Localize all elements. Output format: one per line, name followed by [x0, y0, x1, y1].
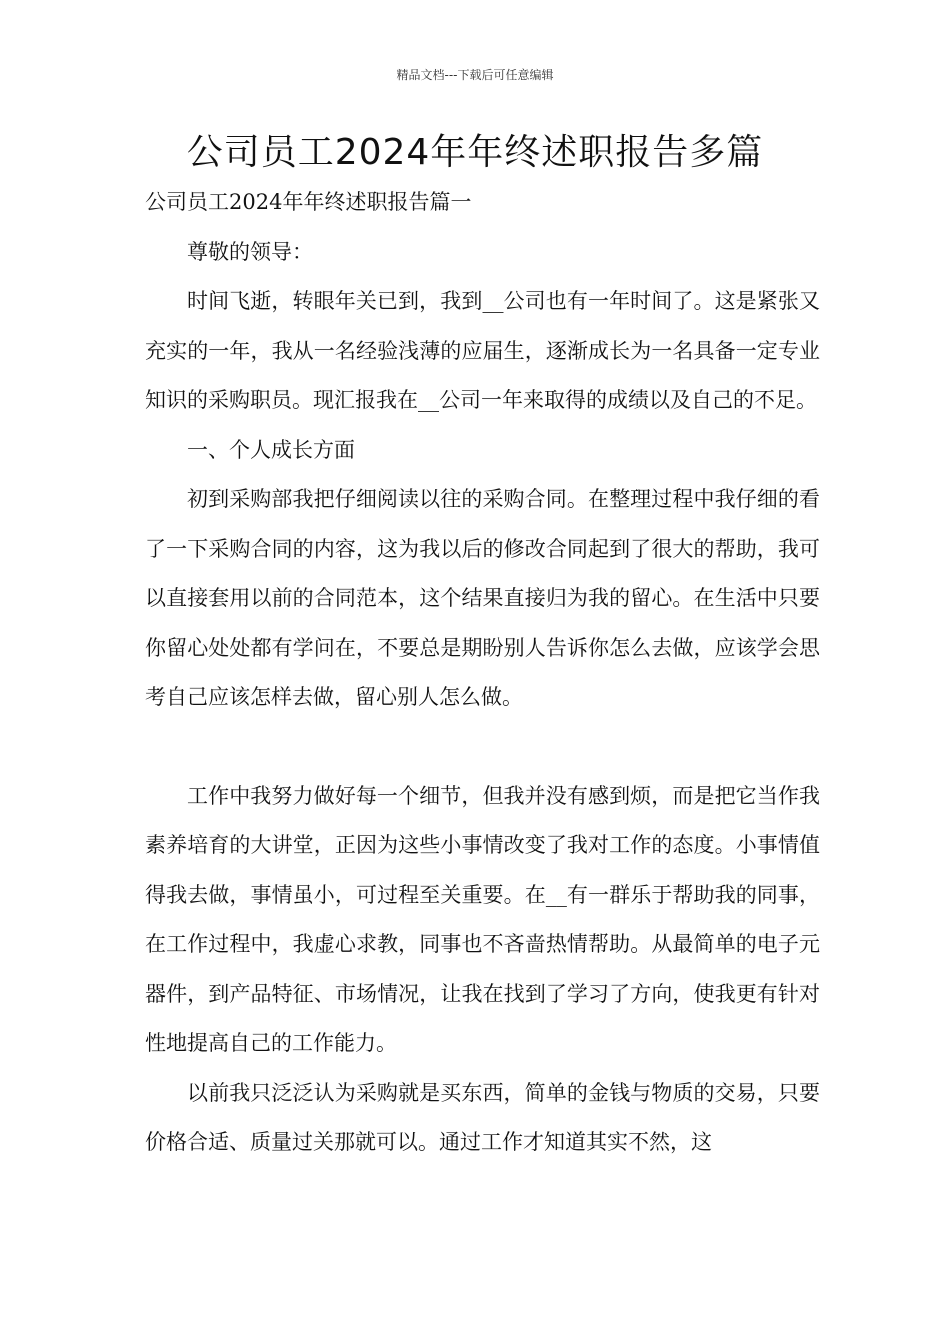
salutation: 尊敬的领导：: [187, 239, 313, 264]
paragraph-contract-reading: 初到采购部我把仔细阅读以往的采购合同。在整理过程中我仔细的看了一下采购合同的内容，这为我以后的修改合同起到了很大的帮助，我可以直接套用以前的合同范本，这个结果直接归为我的留心。在生活中只要你留心处处都有学问在，不要总是期盼别人告诉你怎么去做，应该学会思考自己应该怎样去做，留心别人怎么做。: [145, 487, 820, 709]
paragraph-intro: 时间飞逝，转眼年关已到，我到__公司也有一年时间了。这是紧张又充实的一年，我从一名经验浅薄的应届生，逐渐成长为一名具备一定专业知识的采购职员。现汇报我在__公司一年来取得的成绩以及自己的不足。: [145, 289, 820, 412]
section-heading-personal-growth: 一、个人成长方面: [187, 437, 355, 462]
paragraph-procurement-view: 以前我只泛泛认为采购就是买东西，简单的金钱与物质的交易，只要价格合适、质量过关那就可以。通过工作才知道其实不然，这: [145, 1080, 820, 1154]
document-title: 公司员工2024年年终述职报告多篇: [186, 132, 764, 173]
document-body: [145, 178, 820, 1168]
page-header-note: 精品文档---下载后可任意编辑: [396, 68, 554, 82]
paragraph-work-details: 工作中我努力做好每一个细节，但我并没有感到烦，而是把它当作我素养培育的大讲堂，正因为这些小事情改变了我对工作的态度。小事情值得我去做，事情虽小，可过程至关重要。在__有一群乐于帮助我的同事，在工作过程中，我虚心求教，同事也不吝啬热情帮助。从最简单的电子元器件，到产品特征、市场情况，让我在找到了学习了方向，使我更有针对性地提高自己的工作能力。: [145, 783, 820, 1055]
section-subtitle: 公司员工2024年年终述职报告篇一: [145, 190, 472, 214]
